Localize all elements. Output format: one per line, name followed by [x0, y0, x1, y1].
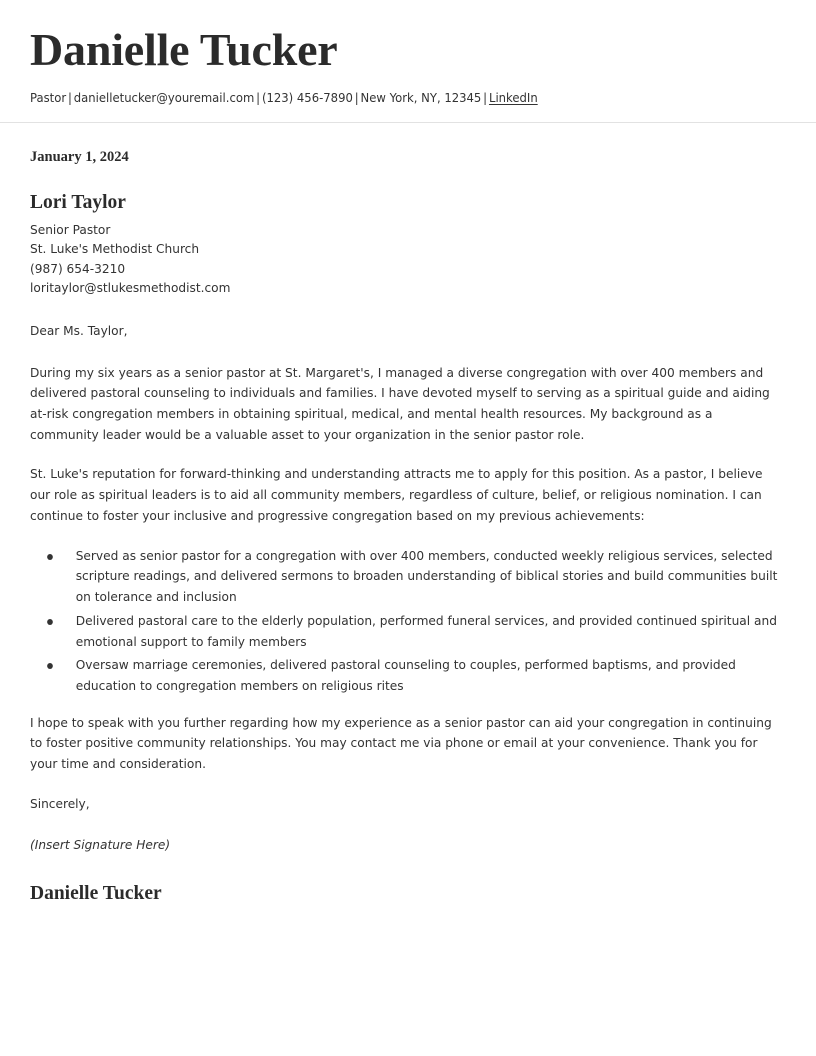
list-item-text: Delivered pastoral care to the elderly population, performed funeral services, and provided continued spiritual and emotional support to family members — [75, 613, 777, 650]
bullet-icon — [47, 663, 53, 669]
body-paragraph-1: During my six years as a senior pastor at St. Margaret's, I managed a diverse congregation with over 400 members and delivered pastoral counseling to individuals and families. I have devoted myself to serving as a spiritual guide and aiding at-risk congregation members in obtaining spiritual, medical, and mental health resources. My background as a community leader would be a valuable asset to your organization in the senior pastor role. — [30, 365, 770, 443]
contact-separator-2: | — [256, 89, 261, 105]
achievements-list — [30, 547, 785, 698]
recipient-phone: (987) 654-3210 — [30, 261, 126, 277]
letter-header — [0, 0, 816, 106]
contact-job-title: Pastor — [30, 89, 67, 105]
contact-separator-4: | — [483, 89, 488, 105]
contact-phone: (123) 456-7890 — [261, 89, 353, 105]
body-paragraph-2: St. Luke's reputation for forward-thinking and understanding attracts me to apply for this position. As a pastor, I believe our role as spiritual leaders is to aid all community members, regardless of culture, belief, or religious nomination. I can continue to foster your inclusive and progressive congregation based on my previous achievements: — [30, 467, 763, 524]
signature-placeholder: (Insert Signature Here) — [30, 838, 171, 854]
salutation: Dear Ms. Taylor, — [30, 324, 128, 340]
list-item — [30, 656, 785, 697]
contact-line — [30, 89, 733, 107]
recipient-organization: St. Luke's Methodist Church — [30, 242, 200, 258]
recipient-name: Lori Taylor — [30, 192, 126, 214]
recipient-email: loritaylor@stlukesmethodist.com — [30, 280, 231, 296]
list-item-text: Oversaw marriage ceremonies, delivered pastoral counseling to couples, performed baptisms, and provided education to congregation members on religious rites — [75, 658, 736, 694]
contact-location: New York, NY, 12345 — [360, 89, 482, 105]
letter-body — [0, 123, 816, 905]
closing-paragraph: I hope to speak with you further regarding how my experience as a senior pastor can aid your congregation in continuing to foster positive community relationships. You may contact me via phone or email at your convenience. Thank you for your time and consideration. — [30, 715, 772, 773]
list-item — [30, 612, 785, 653]
bullet-icon — [47, 554, 53, 560]
recipient-title: Senior Pastor — [30, 222, 111, 238]
signature-name: Danielle Tucker — [30, 883, 162, 905]
list-item — [30, 547, 785, 609]
contact-separator-1: | — [67, 89, 72, 105]
sign-off: Sincerely, — [30, 796, 90, 812]
letter-date: January 1, 2024 — [30, 149, 129, 166]
recipient-details — [30, 221, 747, 299]
linkedin-link[interactable]: LinkedIn — [488, 89, 538, 105]
list-item-text: Served as senior pastor for a congregation with over 400 members, conducted weekly religious services, selected scripture readings, and delivered sermons to broaden understanding of biblical stories and build communities built on tolerance and inclusion — [75, 548, 778, 606]
page-title: Danielle Tucker — [30, 24, 338, 75]
bullet-icon — [47, 619, 53, 625]
contact-email: danielletucker@youremail.com — [73, 89, 255, 105]
contact-separator-3: | — [354, 89, 359, 105]
